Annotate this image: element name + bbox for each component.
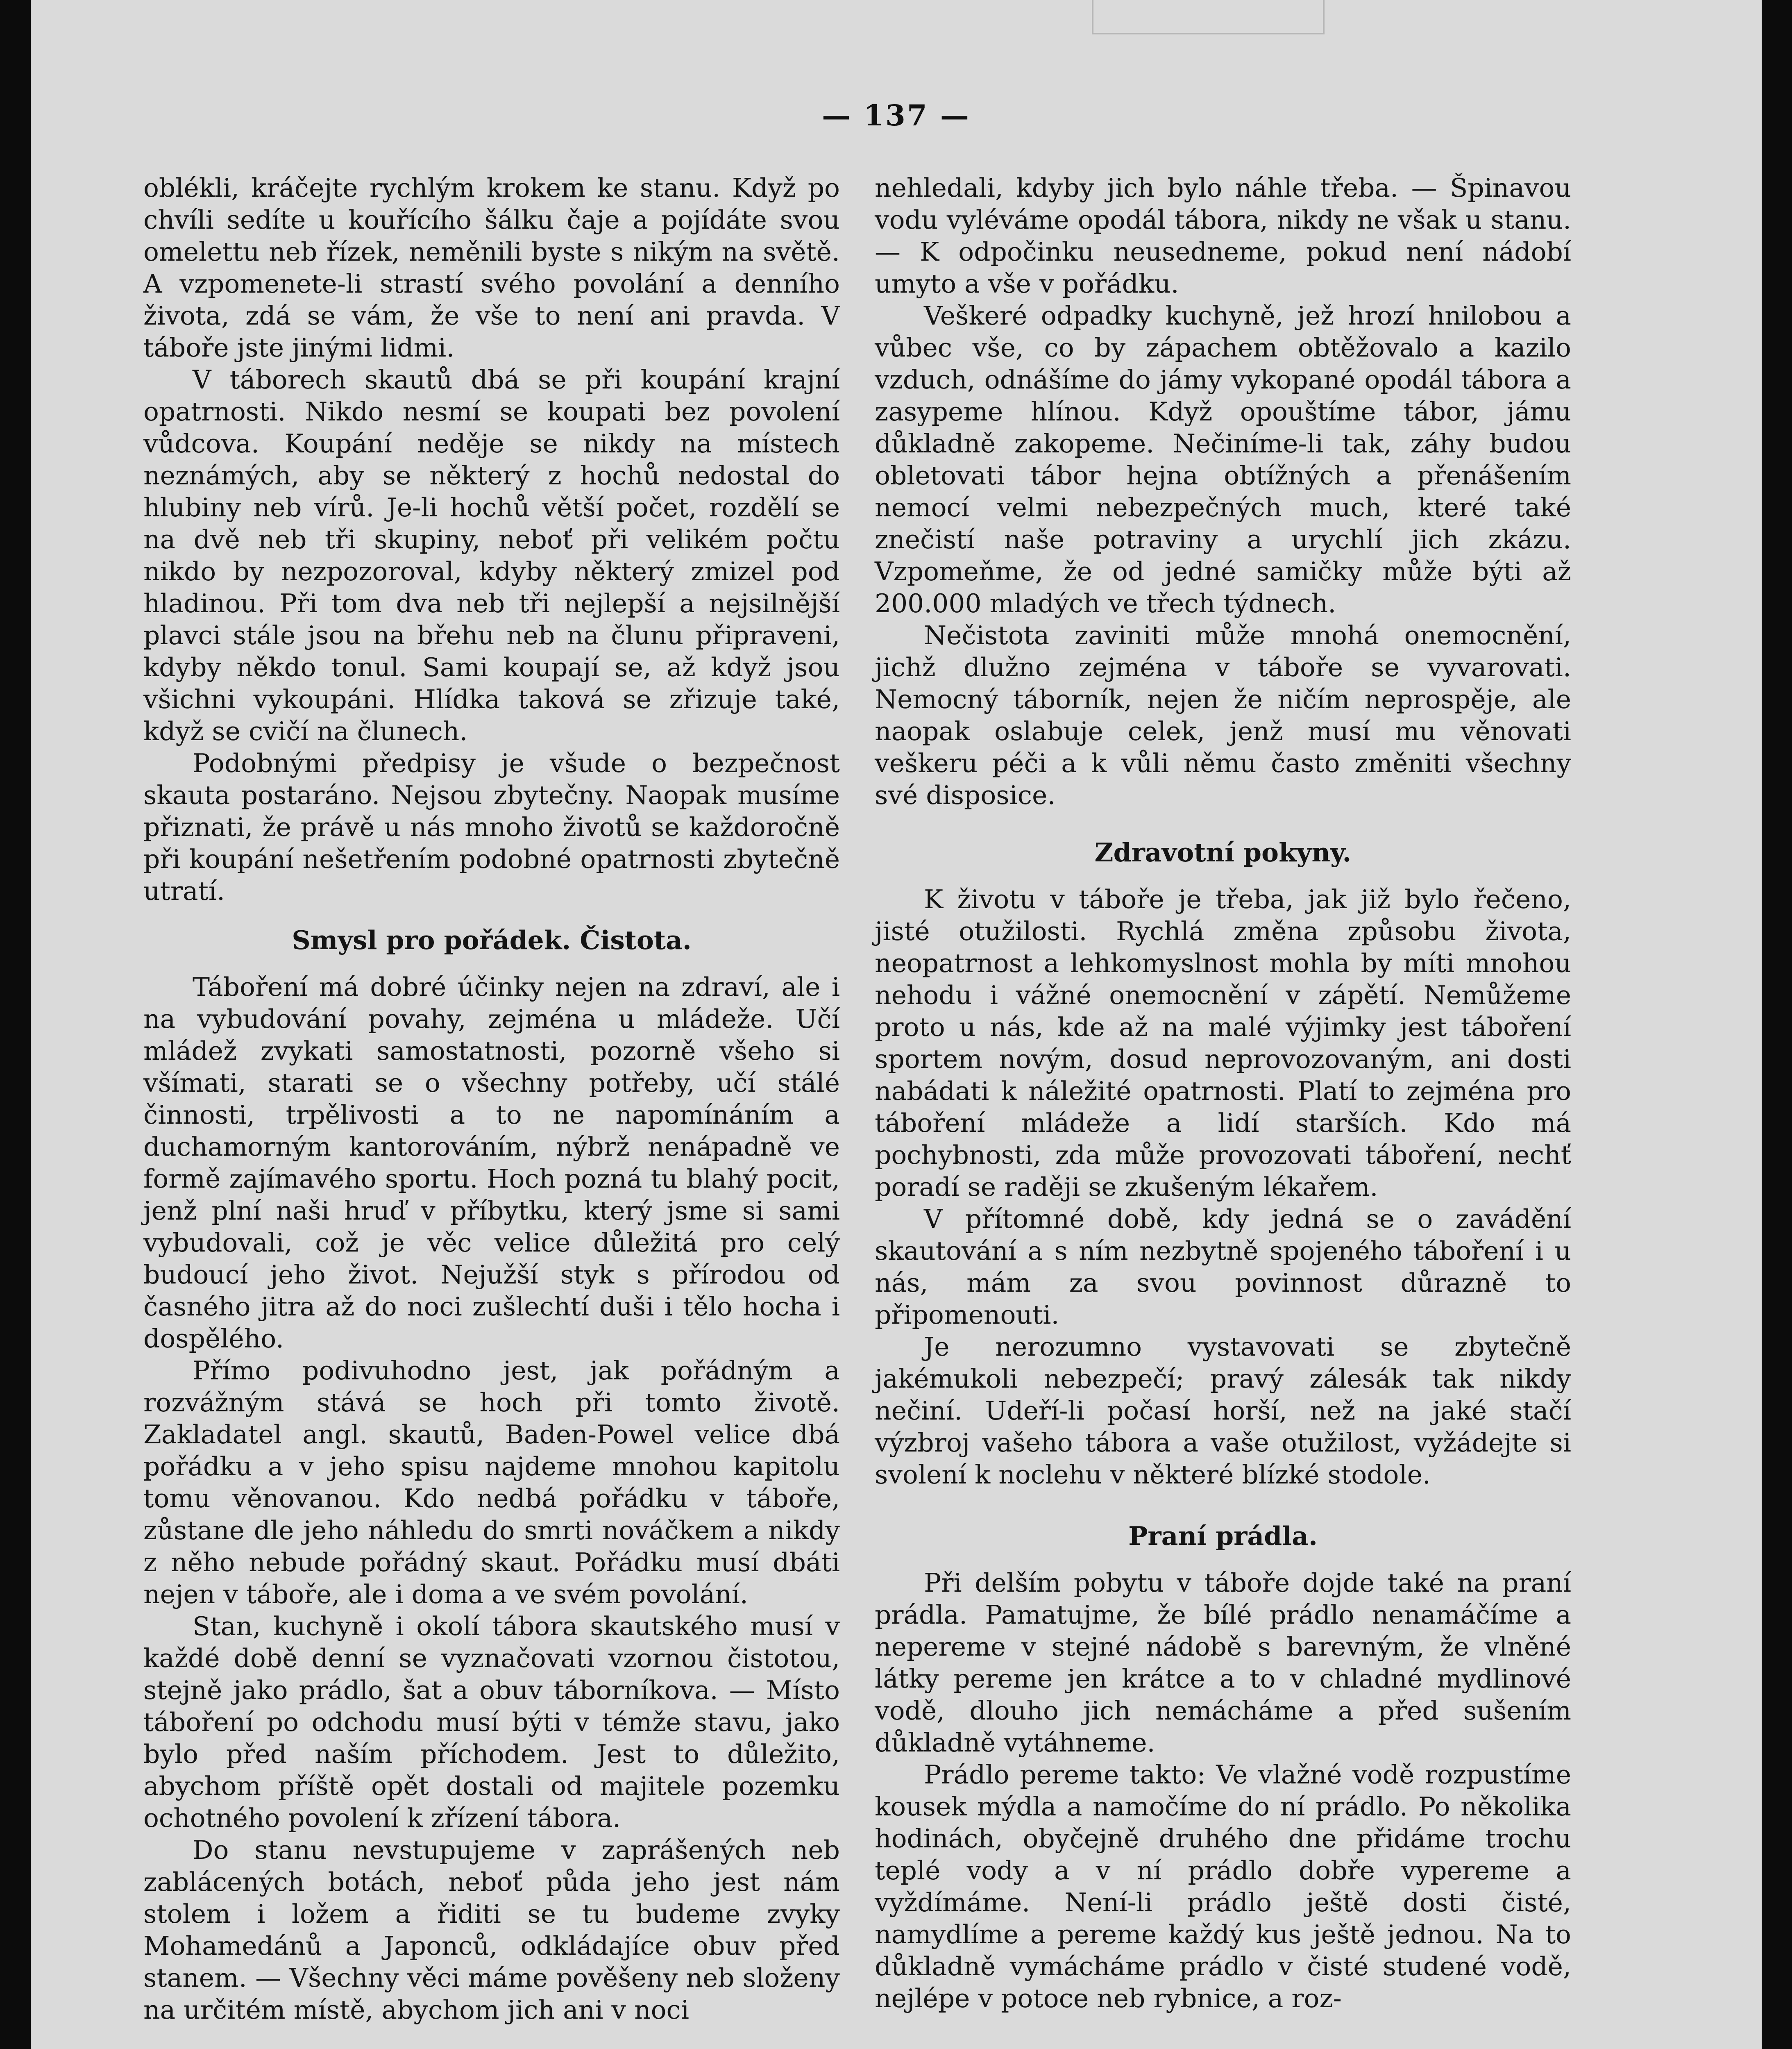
paragraph: Do stanu nevstupujeme v zaprášených neb zablácených botách, neboť půda jeho jest nám stolem i ložem a řiditi se tu budeme zvyky Mohamedánů a Japonců, odkládajíce obuv před stanem. — Všechny věci máme pověšeny neb složeny na určitém místě, abychom jich ani v noci (143, 1835, 840, 2025)
paragraph: Veškeré odpadky kuchyně, jež hrozí hnilobou a vůbec vše, co by zápachem obtěžovalo a kazilo vzduch, odnášíme do jámy vykopané opodál tábora a zasypeme hlínou. Když opouštíme tábor, jámu důkladně zakopeme. Nečiníme-li tak, záhy budou obletovati tábor hejna obtížných a přenášením nemocí velmi nebezpečných much, které také znečistí naše potraviny a urychlí jich zkázu. Vzpomeňme, že od jedné samičky může býti až 200.000 mladých ve třech týdnech. (875, 301, 1571, 618)
page-number: — 137 — (822, 98, 971, 132)
section-heading: Praní prádla. (1128, 1521, 1318, 1551)
paragraph: Stan, kuchyně i okolí tábora skautského musí v každé době denní se vyznačovati vzornou čistotou, stejně jako prádlo, šat a obuv táborníkova. — Místo táboření po odchodu musí býti v témže stavu, jako bylo před naším příchodem. Jest to důležito, abychom příště opět dostali od majitele pozemku ochotného povolení k zřízení tábora. (143, 1611, 840, 1833)
paragraph: Přímo podivuhodno jest, jak pořádným a rozvážným stává se hoch při tomto životě. Zakladatel angl. skautů, Baden-Powel velice dbá pořádku a v jeho spisu najdeme mnohou kapitolu tomu věnovanou. Kdo nedbá pořádku v táboře, zůstane dle jeho náhledu do smrti nováčkem a nikdy z něho nebude pořádný skaut. Pořádku musí dbáti nejen v táboře, ale i doma a ve svém povolání. (143, 1356, 840, 1609)
book-page (31, 0, 1762, 2049)
paragraph: Při delším pobytu v táboře dojde také na praní prádla. Pamatujme, že bílé prádlo nenamáčíme a nepereme v stejné nádobě s barevným, že vlněné látky pereme jen krátce a to v chladné mydlinové vodě, dlouho jich nemácháme a před sušením důkladně vytáhneme. (875, 1568, 1571, 1758)
library-stamp (1092, 0, 1325, 34)
paragraph: V táborech skautů dbá se při koupání krajní opatrnosti. Nikdo nesmí se koupati bez povolení vůdcova. Koupání neděje se nikdy na místech neznámých, aby se některý z hochů nedostal do hlubiny neb vírů. Je-li hochů větší počet, rozdělí se na dvě neb tři skupiny, neboť při velikém počtu nikdo by nezpozoroval, kdyby některý zmizel pod hladinou. Při tom dva neb tři nejlepší a nejsilnější plavci stále jsou na břehu neb na člunu připraveni, kdyby někdo tonul. Sami koupají se, až když jsou všichni vykoupáni. Hlídka taková se zřizuje také, když se cvičí na člunech. (143, 365, 840, 746)
paragraph: nehledali, kdyby jich bylo náhle třeba. — Špinavou vodu vyléváme opodál tábora, nikdy ne však u stanu. — K odpočinku neusedneme, pokud není nádobí umyto a vše v pořádku. (875, 173, 1571, 299)
right-column (875, 172, 1571, 2015)
paragraph: V přítomné době, kdy jedná se o zavádění skautování a s ním nezbytně spojeného táboření i u nás, mám za svou povinnost důrazně to připomenouti. (875, 1204, 1571, 1330)
paragraph: Podobnými předpisy je všude o bezpečnost skauta postaráno. Nejsou zbytečny. Naopak musíme přiznati, že právě u nás mnoho životů se každoročně při koupání nešetřením podobné opatrnosti zbytečně utratí. (143, 748, 840, 906)
paragraph: Je nerozumno vystavovati se zbytečně jakémukoli nebezpečí; pravý zálesák tak nikdy nečiní. Udeří-li počasí horší, než na jaké stačí výzbroj vašeho tábora a vaše otužilost, vyžádejte si svolení k noclehu v některé blízké stodole. (875, 1332, 1571, 1490)
paragraph: Prádlo pereme takto: Ve vlažné vodě rozpustíme kousek mýdla a namočíme do ní prádlo. Po několika hodinách, obyčejně druhého dne přidáme trochu teplé vody a v ní prádlo dobře vypereme a vyždímáme. Není-li prádlo ještě dosti čisté, namydlíme a pereme každý kus ještě jednou. Na to důkladně vymácháme prádlo v čisté studené vodě, nejlépe v potoce neb rybnice, a roz- (875, 1760, 1571, 2013)
paragraph: oblékli, kráčejte rychlým krokem ke stanu. Když po chvíli sedíte u kouřícího šálku čaje a pojídáte svou omelettu neb řízek, neměnili byste s nikým na světě. A vzpomenete-li strastí svého povolání a denního života, zdá se vám, že vše to není ani pravda. V táboře jste jinými lidmi. (143, 173, 840, 363)
section-heading: Smysl pro pořádek. Čistota. (292, 925, 692, 955)
paragraph: Táboření má dobré účinky nejen na zdraví, ale i na vybudování povahy, zejména u mládeže. Učí mládež zvykati samostatnosti, pozorně všeho si všímati, starati se o všechny potřeby, učí stálé činnosti, trpělivosti a to ne napomínáním a duchamorným kantorováním, nýbrž nenápadně ve formě zajímavého sportu. Hoch pozná tu blahý pocit, jenž plní naši hruď v příbytku, který jsme si sami vybudovali, což je věc velice důležitá pro celý budoucí jeho život. Nejužší styk s přírodou od časného jitra až do noci zušlechtí duši i tělo hocha i dospělého. (143, 972, 840, 1354)
paragraph: Nečistota zaviniti může mnohá onemocnění, jichž dlužno zejména v táboře se vyvarovati. Nemocný táborník, nejen že ničím neprospěje, ale naopak oslabuje celek, jenž musí mu věnovati veškeru péči a k vůli němu často změniti všechny své disposice. (875, 620, 1571, 810)
paragraph: K životu v táboře je třeba, jak již bylo řečeno, jisté otužilosti. Rychlá změna způsobu života, neopatrnost a lehkomyslnost mohla by míti mnohou nehodu i vážné onemocnění v zápětí. Nemůžeme proto u nás, kde až na malé výjimky jest táboření sportem novým, dosud neprovozovaným, ani dosti nabádati k náležité opatrnosti. Platí to zejména pro táboření mládeže a lidí starších. Kdo má pochybnosti, zda může provozovati táboření, nechť poradí se raději se zkušeným lékařem. (875, 884, 1571, 1202)
left-column (143, 172, 840, 2026)
section-heading: Zdravotní pokyny. (1094, 837, 1352, 868)
